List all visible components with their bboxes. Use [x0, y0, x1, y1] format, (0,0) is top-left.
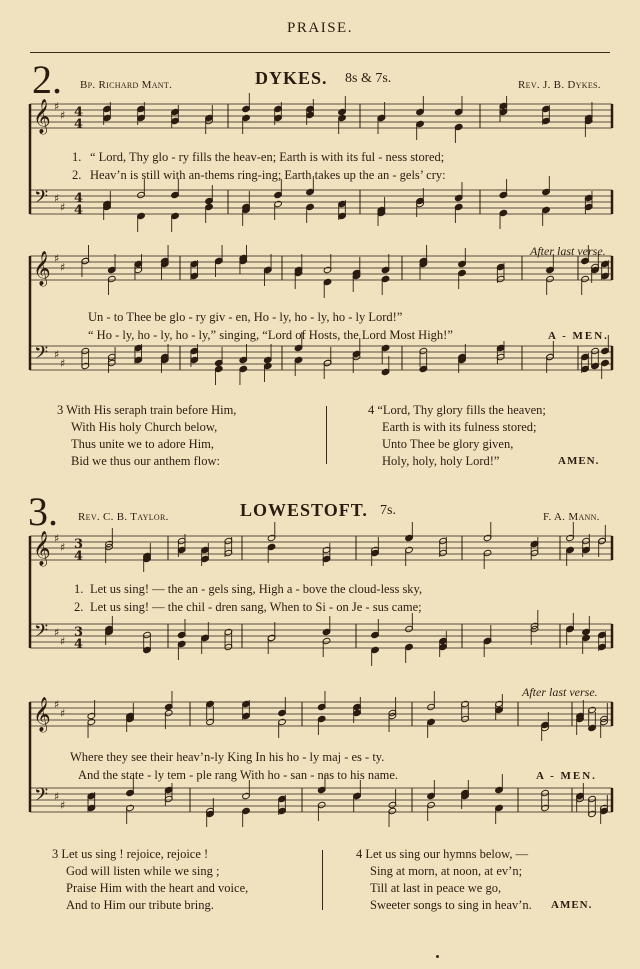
sharp-icon: ♯	[54, 790, 60, 803]
hymn-3-number: 3.	[28, 489, 58, 534]
page-mark	[436, 955, 439, 958]
hymn-3-s1-verse-number-2: 2.	[74, 600, 84, 614]
hymn-2-s2-lyric-line-2: “ Ho - ly, ho - ly, ho - ly,” singing, “Lord of Hosts, the Lord Most High!”	[88, 328, 453, 342]
sharp-icon: ♯	[54, 252, 60, 265]
hymn-2-verse-4	[368, 402, 546, 470]
bass-clef-icon: 𝄢	[34, 785, 49, 810]
verse-line: Unto Thee be glory given,	[382, 437, 514, 451]
sharp-icon: ♯	[60, 261, 66, 274]
sharp-icon: ♯	[54, 698, 60, 711]
sharp-icon: ♯	[60, 541, 66, 554]
sharp-icon: ♯	[54, 192, 60, 205]
bass-clef-icon: 𝄢	[34, 343, 49, 368]
hymn-3-s2-lyric-line-1: Where they see their heav’n-ly King In his ho - ly maj - es - ty.	[70, 750, 385, 764]
verse-separator	[326, 406, 327, 464]
page-header: PRAISE.	[287, 20, 353, 36]
verse-line: God will listen while we sing ;	[66, 864, 220, 878]
hymn-2-amen-label: A - MEN.	[548, 330, 609, 342]
hymn-3-after-last-verse: After last verse.	[522, 685, 598, 699]
hymn-3-verse-amen: AMEN.	[551, 899, 593, 911]
hymn-3-meter: 7s.	[380, 503, 396, 518]
time-signature-numerator: 4	[74, 105, 84, 120]
sharp-icon: ♯	[60, 707, 66, 720]
sharp-icon: ♯	[54, 348, 60, 361]
hymn-3-amen-label: A - MEN.	[536, 770, 597, 782]
bass-clef-icon: 𝄢	[34, 621, 49, 646]
hymn-2-s2-lyric-line-1: Un - to Thee be glo - ry giv - en, Ho - ly, ho - ly, ho - ly Lord!”	[88, 310, 403, 324]
time-signature-numerator: 3	[74, 625, 84, 640]
hymn-3-verse-4	[356, 846, 532, 914]
verse-line: Thus unite we to adore Him,	[71, 437, 215, 451]
verse-line: Holy, holy, holy Lord!”	[382, 454, 500, 468]
time-signature-numerator: 3	[74, 537, 84, 552]
verse-separator	[322, 850, 323, 910]
verse-line: Earth is with its fulness stored;	[382, 420, 537, 434]
time-signature-numerator: 4	[74, 191, 84, 206]
hymn-2-tune-name: DYKES.	[255, 68, 328, 88]
sharp-icon: ♯	[60, 109, 66, 122]
verse-line: Sweeter songs to sing in heav’n.	[370, 898, 532, 912]
verse-line: And to Him our tribute bring.	[66, 898, 214, 912]
bass-clef-icon: 𝄢	[34, 187, 49, 212]
hymn-3-author: Rev. C. B. Taylor.	[78, 511, 169, 523]
time-signature-denominator: 4	[74, 637, 84, 652]
hymn-2-s1-lyric-line-1: “ Lord, Thy glo - ry fills the heav-en; Earth is with its ful - ness stored;	[90, 150, 445, 164]
hymn-2-verse-amen: AMEN.	[558, 455, 600, 467]
sharp-icon: ♯	[60, 357, 66, 370]
hymn-2-meter: 8s & 7s.	[345, 71, 392, 86]
treble-clef-icon: 𝄞	[33, 697, 51, 732]
hymn-2-author: Bp. Richard Mant.	[80, 79, 173, 91]
verse-line: 4 “Lord, Thy glory fills the heaven;	[368, 403, 546, 417]
verse-line: Sing at morn, at noon, at ev’n;	[370, 864, 523, 878]
hymn-3-tune-name: LOWESTOFT.	[240, 500, 368, 520]
time-signature-denominator: 4	[74, 117, 84, 132]
hymn-2-s1-verse-number-2: 2.	[72, 168, 82, 182]
treble-clef-icon: 𝄞	[33, 251, 51, 286]
treble-clef-icon: 𝄞	[33, 531, 51, 566]
hymn-2-number: 2.	[32, 57, 62, 102]
hymn-3-s1-verse-number-1: 1.	[74, 582, 84, 596]
hymn-3-s1-lyric-line-1: Let us sing! — the an - gels sing, High a - bove the cloud-less sky,	[90, 582, 423, 596]
verse-line: With His holy Church below,	[71, 420, 218, 434]
sharp-icon: ♯	[60, 799, 66, 812]
sharp-icon: ♯	[54, 532, 60, 545]
verse-line: Bid we thus our anthem flow:	[71, 454, 220, 468]
time-signature-denominator: 4	[74, 203, 84, 218]
hymn-2-verse-3	[57, 402, 236, 470]
sharp-icon: ♯	[54, 626, 60, 639]
hymn-3-s1-lyric-line-2: Let us sing! — the chil - dren sang, When to Si - on Je - sus came;	[90, 600, 422, 614]
time-signature-denominator: 4	[74, 549, 84, 564]
treble-clef-icon: 𝄞	[33, 99, 51, 134]
sharp-icon: ♯	[60, 201, 66, 214]
verse-line: 3 With His seraph train before Him,	[57, 403, 237, 417]
verse-line: 4 Let us sing our hymns below, —	[356, 847, 529, 861]
hymn-3-verse-3	[52, 846, 248, 914]
hymn-2-composer: Rev. J. B. Dykes.	[518, 79, 601, 91]
verse-line: Praise Him with the heart and voice,	[66, 881, 249, 895]
verse-line: 3 Let us sing ! rejoice, rejoice !	[52, 847, 209, 861]
hymn-2-s1-lyric-line-2: Heav’n is still with an-thems ring-ing; Earth takes up the an - gels’ cry:	[90, 168, 446, 182]
hymn-3-s2-lyric-line-2: And the state - ly tem - ple rang With ho - san - nas to his name.	[78, 768, 399, 782]
hymn-2-after-last-verse: After last verse.	[530, 244, 606, 258]
sharp-icon: ♯	[60, 635, 66, 648]
sharp-icon: ♯	[54, 100, 60, 113]
hymn-3-composer: F. A. Mann.	[543, 511, 600, 523]
verse-line: Till at last in peace we go,	[370, 881, 502, 895]
hymn-2-s1-verse-number-1: 1.	[72, 150, 82, 164]
